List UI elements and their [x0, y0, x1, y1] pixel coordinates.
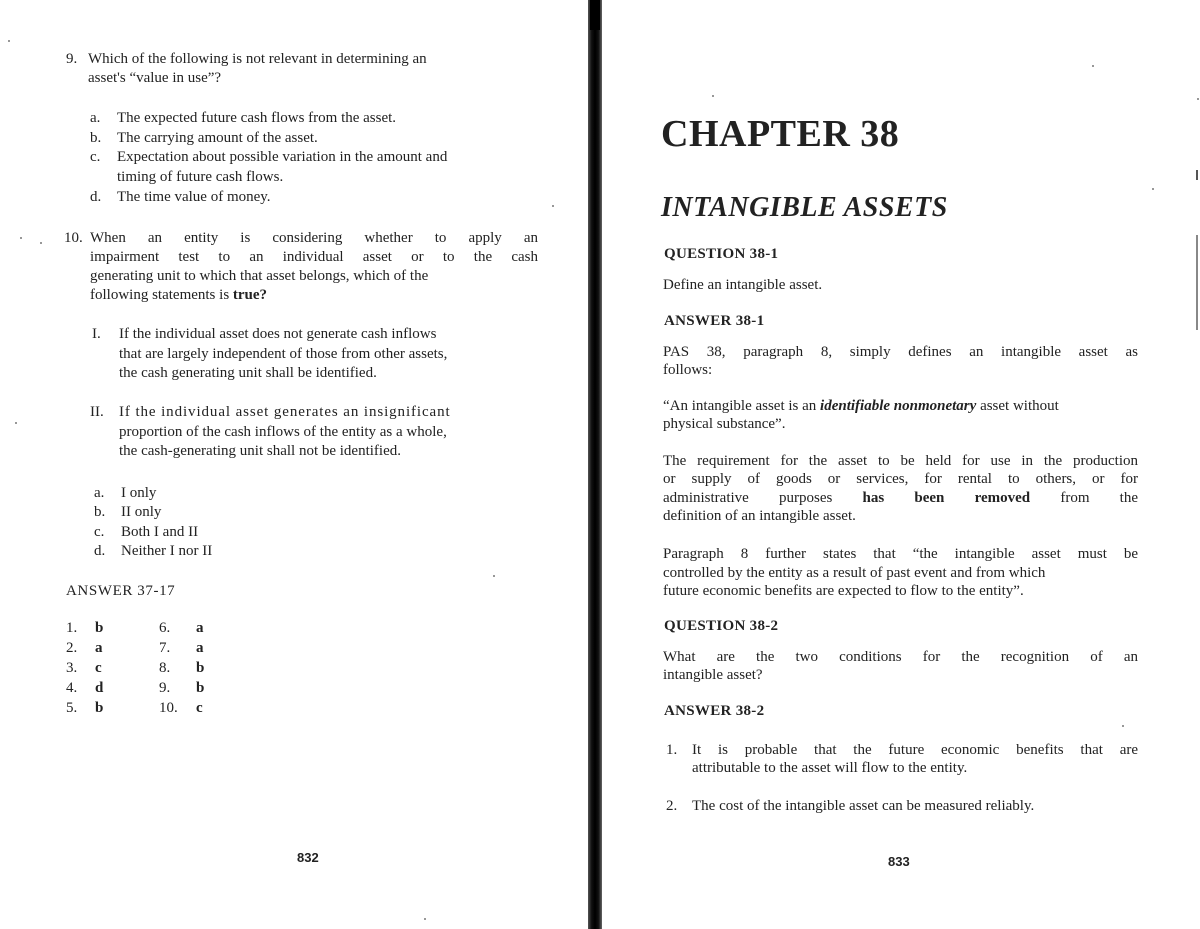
statement-i-line2: that are largely independent of those from other assets, [119, 346, 448, 362]
answer-38-1-para4-line3: future economic benefits are expected to flow to the entity”. [663, 583, 1024, 599]
q10-number: 10. [64, 230, 83, 246]
answer-38-1-para3-line3 [663, 489, 1138, 507]
q9-option-label: b. [90, 130, 102, 146]
answer-38-1-quote-line2: physical substance”. [663, 416, 786, 432]
para3-post: from the [1030, 490, 1139, 506]
scan-speck [493, 575, 495, 577]
answer-38-1-para3-line2: or supply of goods or services, for rental to others, or for [663, 471, 1138, 487]
answer-38-2-item-label: 1. [666, 742, 678, 758]
q9-option-label: d. [90, 189, 102, 205]
answer-38-1-para1-line1: PAS 38, paragraph 8, simply defines an intangible asset as [663, 344, 1138, 360]
scan-speck [1152, 188, 1154, 190]
answer-38-1-para1-line2: follows: [663, 362, 713, 378]
q9-text-line2: asset's “value in use”? [88, 70, 222, 86]
q10-text-line2: impairment test to an individual asset or to the cash [90, 249, 538, 265]
q9-option-label: a. [90, 110, 101, 126]
answer-letter: a [196, 620, 204, 636]
right-page [602, 0, 1200, 929]
scan-mark [1196, 235, 1198, 330]
q9-option-text: The carrying amount of the asset. [117, 130, 318, 146]
left-page [0, 0, 588, 929]
scan-speck [8, 40, 10, 42]
q9-number: 9. [66, 51, 78, 67]
answer-row [66, 640, 266, 660]
answer-letter: b [95, 620, 104, 636]
chapter-title: CHAPTER 38 [661, 113, 900, 155]
answer-38-1-para3-line1: The requirement for the asset to be held for use in the production [663, 453, 1138, 469]
q9-option-text: The time value of money. [117, 189, 271, 205]
q10-option-text: I only [121, 485, 157, 501]
question-38-2-line1: What are the two conditions for the recognition of an [663, 649, 1138, 665]
answer-38-2-item-label: 2. [666, 798, 678, 814]
q9-text-line1: Which of the following is not relevant in determining an [88, 51, 427, 67]
quote-emphasis: identifiable nonmonetary [820, 398, 977, 414]
answer-num: 7. [159, 640, 171, 656]
quote-pre: “An intangible asset is an [663, 398, 821, 414]
scan-speck [552, 205, 554, 207]
question-38-2-heading: QUESTION 38-2 [664, 618, 779, 634]
answer-38-1-heading: ANSWER 38-1 [664, 313, 765, 329]
q10-text-line4 [90, 286, 538, 305]
answer-38-1-para4-line1: Paragraph 8 further states that “the intangible asset must be [663, 546, 1138, 562]
scan-speck [424, 918, 426, 920]
statement-i-line1: If the individual asset does not generate cash inflows [119, 326, 437, 342]
q10-text-line4-main: following statements is [90, 287, 230, 303]
section-title: INTANGIBLE ASSETS [661, 192, 948, 223]
q10-option-text: II only [121, 504, 162, 520]
q9-option-text: Expectation about possible variation in the amount and [117, 149, 448, 165]
q9-option-text: timing of future cash flows. [117, 169, 284, 185]
para3-emphasis: has been removed [862, 490, 1031, 506]
answer-num: 10. [159, 700, 178, 716]
answer-letter: a [196, 640, 204, 656]
answer-38-1-para3-line4: definition of an intangible asset. [663, 508, 856, 524]
scan-speck [1197, 98, 1199, 100]
answer-key-heading: ANSWER 37-17 [66, 583, 176, 599]
answer-letter: c [95, 660, 102, 676]
question-38-1-text: Define an intangible asset. [663, 277, 823, 293]
q9-option-label: c. [90, 149, 101, 165]
scan-mark [1196, 170, 1198, 180]
answer-letter: b [95, 700, 104, 716]
statement-i-label: I. [92, 326, 101, 342]
book-spine-top [590, 0, 600, 30]
answer-38-2-item1-line1: It is probable that the future economic benefits that are [692, 742, 1138, 758]
q10-text-line1: When an entity is considering whether to apply an [90, 230, 538, 246]
answer-38-1-quote-line1 [663, 397, 1143, 415]
answer-num: 4. [66, 680, 78, 696]
statement-ii-line2: proportion of the cash inflows of the entity as a whole, [119, 424, 447, 440]
answer-num: 6. [159, 620, 171, 636]
q10-option-text: Both I and II [121, 524, 199, 540]
answer-letter: b [196, 660, 205, 676]
page-number-right: 833 [888, 854, 910, 869]
q10-option-label: b. [94, 504, 106, 520]
answer-num: 2. [66, 640, 78, 656]
answer-row [66, 660, 266, 680]
q10-option-label: d. [94, 543, 106, 559]
answer-letter: a [95, 640, 103, 656]
answer-key-table [66, 620, 266, 720]
q10-text-line3: generating unit to which that asset belongs, which of the [90, 268, 429, 284]
answer-38-2-item1-line2: attributable to the asset will flow to the entity. [692, 760, 968, 776]
statement-ii-line3: the cash-generating unit shall not be identified. [119, 443, 401, 459]
scan-speck [20, 237, 22, 239]
q10-option-label: a. [94, 485, 105, 501]
answer-row [66, 700, 266, 720]
question-38-1-heading: QUESTION 38-1 [664, 246, 779, 262]
answer-num: 3. [66, 660, 78, 676]
book-spine [588, 0, 602, 929]
statement-i-line3: the cash generating unit shall be identified. [119, 365, 377, 381]
scan-speck [40, 242, 42, 244]
answer-num: 1. [66, 620, 78, 636]
para3-pre: administrative purposes [663, 490, 863, 506]
quote-post: asset without [976, 398, 1059, 414]
question-38-2-line2: intangible asset? [663, 667, 763, 683]
answer-row [66, 620, 266, 640]
scan-speck [1122, 725, 1124, 727]
q9-option-text: The expected future cash flows from the asset. [117, 110, 397, 126]
answer-row [66, 680, 266, 700]
answer-letter: d [95, 680, 104, 696]
statement-ii-label: II. [90, 404, 104, 420]
answer-letter: b [196, 680, 205, 696]
q10-option-label: c. [94, 524, 105, 540]
page-number-left: 832 [297, 850, 319, 865]
answer-38-1-para4-line2: controlled by the entity as a result of past event and from which [663, 565, 1046, 581]
scan-speck [15, 422, 17, 424]
answer-num: 5. [66, 700, 78, 716]
scan-speck [712, 95, 714, 97]
answer-letter: c [196, 700, 203, 716]
scan-speck [1092, 65, 1094, 67]
q10-emphasis: true? [232, 287, 268, 303]
answer-num: 9. [159, 680, 171, 696]
statement-ii-line1: If the individual asset generates an insignificant [119, 404, 451, 420]
q10-option-text: Neither I nor II [121, 543, 213, 559]
answer-38-2-heading: ANSWER 38-2 [664, 703, 765, 719]
answer-38-2-item2-line1: The cost of the intangible asset can be measured reliably. [692, 798, 1035, 814]
answer-num: 8. [159, 660, 171, 676]
